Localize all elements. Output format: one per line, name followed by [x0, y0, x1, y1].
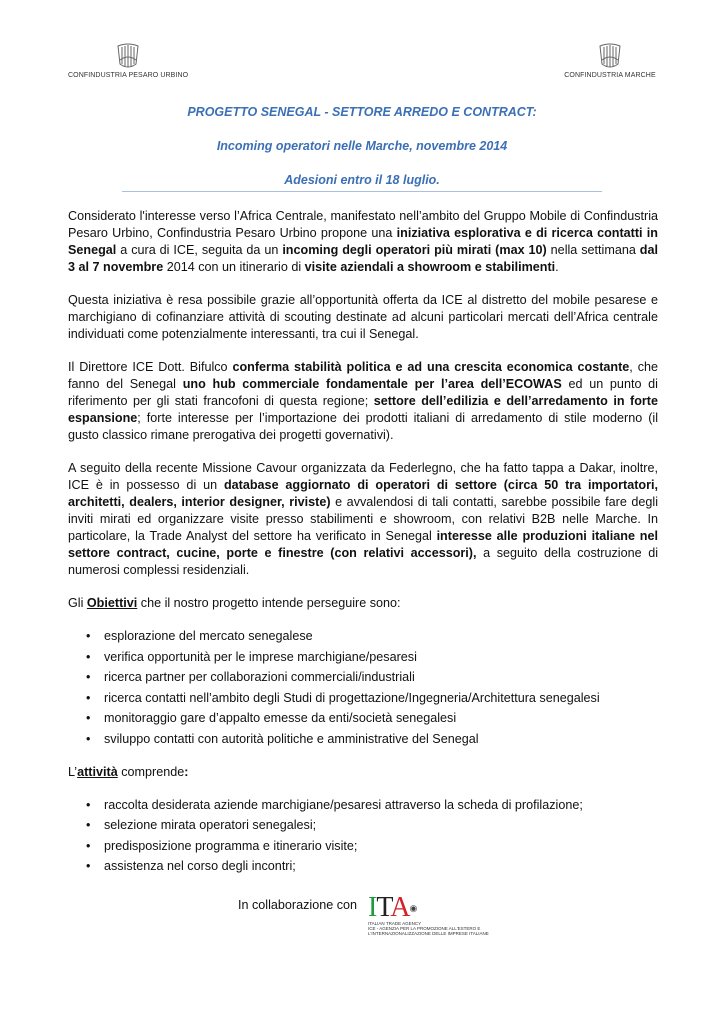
body-paragraph: Il Direttore ICE Dott. Bifulco conferma stabilità politica e ad una crescita economica costante, che fanno del Senegal uno hub commerciale fondamentale per l’area dell’ECOWAS ed un punto di riferimento per gli stati francofoni di questa regione; settore dell’edilizia e dell’arredamento in forte espansione; forte interesse per l’importazione dei prodotti italiani di arredamento di stile moderno (il gusto classico rimane prerogativa dei progetti governativi). — [68, 360, 658, 442]
document-body — [68, 208, 658, 891]
list-item: • selezione mirata operatori senegalesi; — [68, 817, 658, 834]
objectives-list — [68, 628, 658, 748]
list-item: • predisposizione programma e itinerario visite; — [68, 838, 658, 855]
list-item: • verifica opportunità per le imprese marchigiane/pesaresi — [68, 649, 658, 666]
document-subtitle: Incoming operatori nelle Marche, novembre 2014 — [216, 139, 508, 153]
list-item: • raccolta desiderata aziende marchigiane/pesaresi attraverso la scheda di profilazione; — [68, 797, 658, 814]
objectives-intro: Gli Obiettivi che il nostro progetto intende perseguire sono: — [68, 596, 401, 610]
deadline: Adesioni entro il 18 luglio. — [284, 173, 440, 187]
activity-list — [68, 797, 658, 876]
list-item: • assistenza nel corso degli incontri; — [68, 858, 658, 875]
logo-confindustria-pesaro-urbino: CONFINDUSTRIA PESARO URBINO — [68, 42, 188, 79]
header-divider — [122, 191, 602, 192]
ita-logo: ITA◉ ITALIAN TRADE AGENCY ICE - AGENZIA PER LA PROMOZIONE ALL'ESTERO E L'INTERNAZIONALIZZAZIONE DELLE IMPRESE ITALIANE — [368, 892, 489, 936]
list-item: • sviluppo contatti con autorità politiche e amministrative del Senegal — [68, 731, 658, 748]
list-item: • esplorazione del mercato senegalese — [68, 628, 658, 645]
list-item: • ricerca partner per collaborazioni commerciali/industriali — [68, 669, 658, 686]
list-item: • monitoraggio gare d’appalto emesse da enti/società senegalesi — [68, 710, 658, 727]
activity-keyword: attività — [77, 764, 118, 779]
confindustria-emblem-icon — [114, 42, 142, 70]
collaboration-label: In collaborazione con — [238, 898, 358, 912]
confindustria-emblem-icon — [596, 42, 624, 70]
body-paragraph: A seguito della recente Missione Cavour organizzata da Federlegno, che ha fatto tappa a Dakar, inoltre, ICE è in possesso di un database aggiornato di operatori di settore (circa 50 tra importatori, architetti, dealers, interior designer, riviste) e avvalendosi di tali contatti, sarebbe possibile fare degli inviti mirati ed organizzare visite presso stabilimenti e showroom, con relativi B2B nelle Marche. In particolare, la Trade Analyst del settore ha verificato in Senegal interesse alle produzioni italiane nel settore contract, cucine, porte e finestre (con relativi accessori), a seguito della costruzione di numerosi complessi residenziali. — [68, 461, 659, 577]
body-paragraph: Questa iniziativa è resa possibile grazie all’opportunità offerta da ICE al distretto del mobile pesarese e marchigiano di cofinanziare attività di scouting destinate ad alcuni particolari mercati dell’Africa centrale individuati come potenzialmente interessanti, tra cui il Senegal. — [68, 293, 658, 341]
body-paragraph: Considerato l'interesse verso l’Africa Centrale, manifestato nell’ambito del Gruppo Mobile di Confindustria Pesaro Urbino, Confindustria Pesaro Urbino propone una iniziativa esplorativa e di ricerca contatti in Senegal a cura di ICE, seguita da un incoming degli operatori più mirati (max 10) nella settimana dal 3 al 7 novembre 2014 con un itinerario di visite aziendali a showroom e stabilimenti. — [68, 209, 658, 274]
document-title: PROGETTO SENEGAL - SETTORE ARREDO E CONTRACT: — [187, 105, 537, 119]
objectives-keyword: Obiettivi — [86, 596, 138, 610]
list-item: • ricerca contatti nell’ambito degli Studi di progettazione/Ingegneria/Architettura senegalesi — [68, 690, 658, 707]
logo-confindustria-marche: CONFINDUSTRIA MARCHE — [560, 42, 660, 79]
activity-intro: L’attività comprende: — [68, 764, 189, 779]
